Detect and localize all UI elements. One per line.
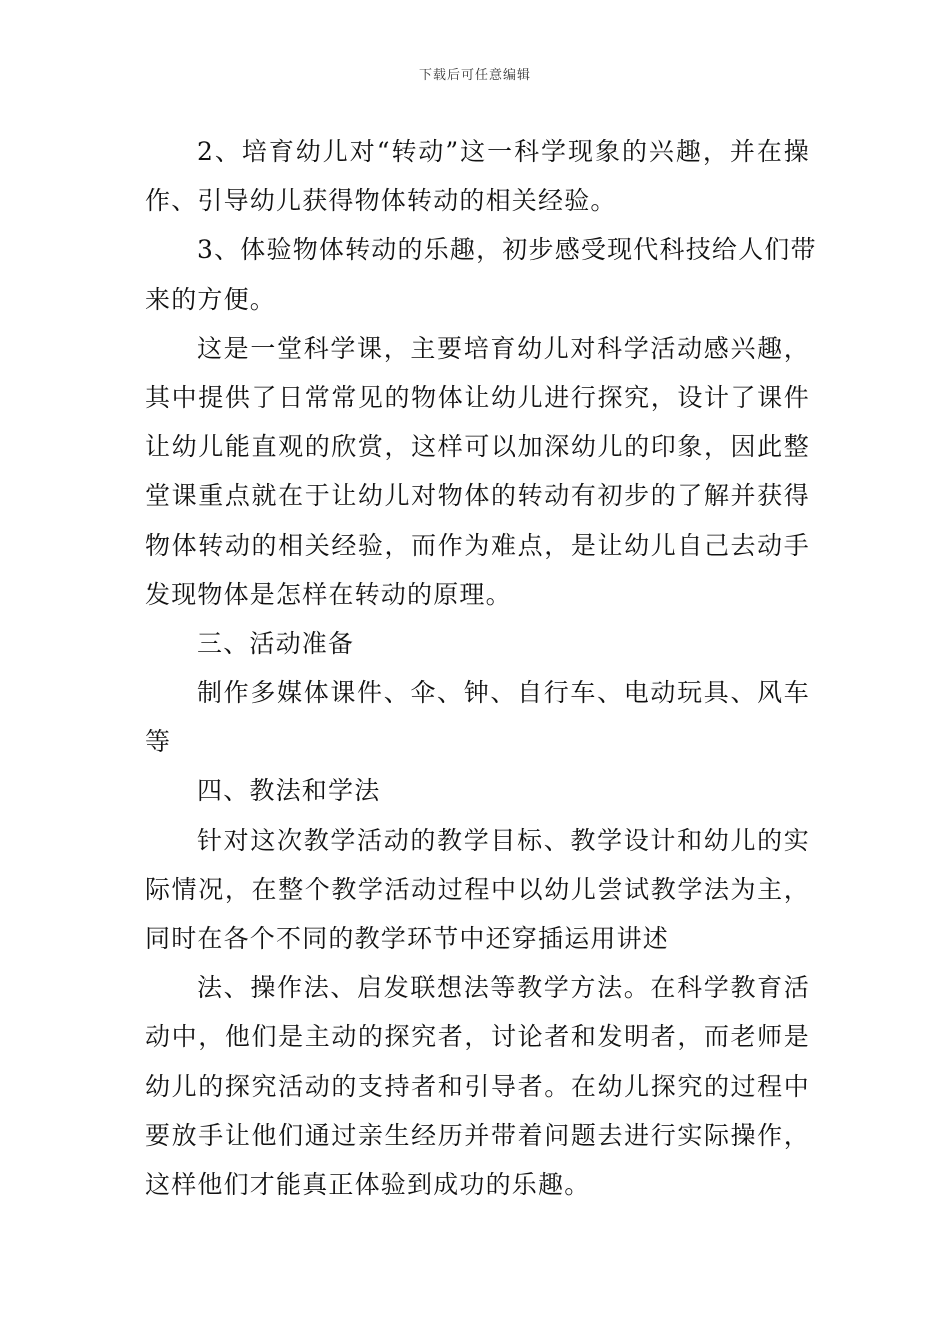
paragraph-line: 这样他们才能真正体验到成功的乐趣。 — [145, 1169, 591, 1199]
document-body — [145, 127, 817, 1209]
paragraph-line: 3、体验物体转动的乐趣，初步感受现代科技给人们带 — [197, 235, 817, 265]
paragraph-line: 动中，他们是主动的探究者，讨论者和发明者，而老师是 — [145, 1022, 810, 1052]
paragraph-line: 制作多媒体课件、伞、钟、自行车、电动玩具、风车 — [197, 678, 810, 708]
paragraph-line: 2、培育幼儿对“转动”这一科学现象的兴趣，并在操 — [197, 137, 810, 166]
paragraph-line: 作、引导幼儿获得物体转动的相关经验。 — [145, 186, 617, 216]
paragraph-line: 物体转动的相关经验，而作为难点，是让幼儿自己去动手 — [145, 530, 810, 560]
section-heading: 三、活动准备 — [197, 628, 355, 658]
paragraph-line: 堂课重点就在于让幼儿对物体的转动有初步的了解并获得 — [145, 481, 810, 511]
paragraph-line: 法、操作法、启发联想法等教学方法。在科学教育活 — [197, 973, 810, 1003]
paragraph-line: 等 — [145, 727, 172, 757]
paragraph-line: 这是一堂科学课，主要培育幼儿对科学活动感兴趣， — [197, 333, 810, 363]
paragraph-line: 其中提供了日常常见的物体让幼儿进行探究，设计了课件 — [145, 382, 810, 412]
paragraph-line: 让幼儿能直观的欣赏，这样可以加深幼儿的印象，因此整 — [145, 432, 810, 462]
paragraph-line: 针对这次教学活动的教学目标、教学设计和幼儿的实 — [197, 825, 810, 855]
section-heading: 四、教法和学法 — [197, 776, 381, 806]
paragraph-line: 幼儿的探究活动的支持者和引导者。在幼儿探究的过程中 — [145, 1071, 810, 1101]
paragraph-line: 发现物体是怎样在转动的原理。 — [145, 579, 512, 609]
paragraph-line: 来的方便。 — [145, 284, 277, 314]
paragraph-line: 要放手让他们通过亲生经历并带着问题去进行实际操作， — [145, 1120, 810, 1150]
paragraph-line: 同时在各个不同的教学环节中还穿插运用讲述 — [145, 924, 670, 953]
paragraph-line: 际情况，在整个教学活动过程中以幼儿尝试教学法为主， — [145, 874, 810, 904]
page-header-note: 下载后可任意编辑 — [418, 68, 531, 83]
